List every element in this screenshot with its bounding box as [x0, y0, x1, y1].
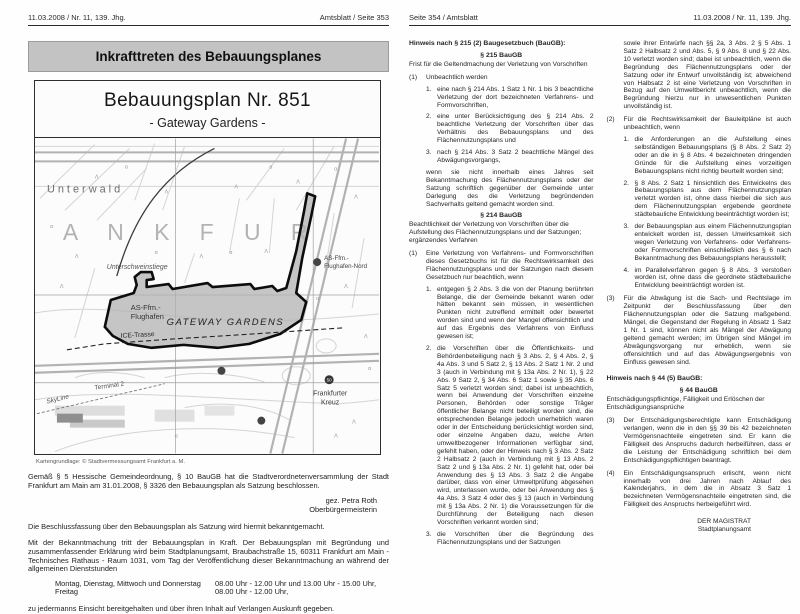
header-page-number: Amtsblatt / Seite 353: [319, 13, 389, 22]
svg-text:Λ: Λ: [296, 179, 300, 186]
list-item: 3. der Bebauungsplan aus einem Flächennutzungsplan entwickelt worden ist, dessen Unwirksamkeit sich wegen Verletzung von Verfahrens- oder Verfahrens- oder Formvorschriften einschließlich des § 6 nach Bekanntmachung des Bebauungsplans herausstellt;: [623, 223, 791, 262]
inspection-paragraph: Mit der Bekanntmachung tritt der Bebauungsplan in Kraft. Der Bebauungsplan mit Begründung und zusammenfassender Erklärung wird beim Stadtplanungsamt, Braubachstraße 15, 60311 Frankfurt am Main - Technisches Rathaus - Raum 1031, vom Tag der Veröffentlichung dieser Bekanntmachung an während der allgemeinen Dienststunden: [28, 538, 389, 574]
as-ffm-nord-label-line1: AS-Ffm.-: [324, 255, 349, 263]
paragraph-215-1: (1) Unbeachtlich werden: [409, 73, 488, 81]
svg-text:Λ: Λ: [364, 333, 368, 340]
hinweis-44-heading: Hinweis nach § 44 (5) BauGB:: [606, 375, 703, 383]
signature-title: Oberbürgermeisterin: [309, 504, 377, 514]
stadtplanungsamt-line: Stadtplanungsamt: [697, 526, 751, 534]
svg-text:Λ: Λ: [234, 184, 239, 191]
as-ffm-label-line1: AS-Ffm.-: [130, 302, 161, 312]
paragraph-214-2: (2) Für die Rechtswirksamkeit der Bauleitpläne ist auch unbeachtlich, wenn: [606, 116, 791, 132]
signature-name: gez. Petra Roth: [325, 496, 377, 506]
svg-text:ɑ: ɑ: [334, 166, 338, 173]
svg-text:Λ: Λ: [74, 254, 79, 261]
list-item: 4. im Parallelverfahren gegen § 8 Abs. 3 verstoßen worden ist, ohne dass die geordnete städtebauliche Entwicklung beeinträchtigt worden ist.: [623, 266, 791, 290]
ice-trasse-label: ICE-Trasse: [120, 331, 155, 340]
magistrat-signature: [607, 518, 792, 534]
airport-buildings: [55, 406, 234, 428]
paragraph-214-1: (1) Eine Verletzung von Verfahrens- und Formvorschriften dieses Gesetzbuchs ist für die Rechtswirksamkeit des Flächennutzungsplans und der Satzungen nach diesem Gesetzbuch nur beachtlich, wenn: [409, 250, 594, 281]
paragraph-44-4: (4) Ein Entschädigungsanspruch erlischt, wenn nicht innerhalb von drei Jahren nach Ablauf des Kalenderjahrs, in dem die in Absatz 3 Satz 1 bezeichneten Vermögensnachteile eingetreten sind, die Fälligkeit des Anspruchs herbeigeführt wird.: [606, 469, 791, 509]
svg-text:ɑ: ɑ: [124, 164, 128, 171]
page-header: [409, 0, 791, 26]
legal-column-2: [607, 40, 792, 547]
svg-text:ɑ: ɑ: [368, 365, 372, 372]
svg-text:Λ: Λ: [334, 433, 338, 440]
svg-text:ɑ: ɑ: [174, 433, 178, 440]
svg-text:ɑ: ɑ: [316, 295, 320, 302]
list-item: 3. nach § 214 Abs. 3 Satz 2 beachtliche Mängel des Abwägungsvorgangs,: [426, 149, 594, 164]
law-subtitle-215: Frist für die Geltendmachung der Verletzung von Vorschriften: [409, 60, 588, 68]
list-item: 1. die Anforderungen an die Aufstellung eines selbständigen Bebauungsplans (§ 8 Abs. 2 Satz 2) oder an die in § 8 Abs. 4 bezeichneten dringenden Gründe für die Aufstellung eines vorzeitigen Bebauungsplans nicht richtig beurteilt worden sind;: [623, 135, 791, 175]
page-353: [28, 0, 389, 614]
as-ffm-nord-label-line2: Flughafen-Nord: [324, 263, 368, 271]
magistrat-line: DER MAGISTRAT: [697, 518, 751, 526]
map-figure: [34, 80, 381, 455]
terminal2-label: Terminal 2: [94, 380, 125, 392]
district-letters-label: A N K F U R: [62, 219, 320, 246]
as-ffm-label-line2: Flughafen: [130, 311, 164, 321]
resolution-paragraph: Gemäß § 5 Hessische Gemeindeordnung, § 10 BauGB hat die Stadtverordnetenversammlung der Stadt Frankfurt am Main am 31.01.2008, § 3326 den Bebauungsplan als Satzung beschlossen.: [28, 472, 389, 490]
opening-hours-days: Freitag: [55, 587, 79, 597]
gateway-gardens-label: GATEWAY GARDENS: [166, 316, 285, 328]
page-header: [28, 0, 389, 26]
closing-paragraph: zu jedermanns Einsicht bereitgehalten und über ihren Inhalt auf Verlangen Auskunft gegeben.: [28, 603, 335, 613]
law-heading-44: § 44 BauGB: [679, 387, 718, 395]
law-subtitle-214: Beachtlichkeit der Verletzung von Vorschriften über die Aufstellung des Flächennutzungsplans und der Satzungen; ergänzendes Verfahren: [409, 221, 582, 245]
list-item: 2. die Vorschriften über die Öffentlichkeits- und Behördenbeteiligung nach § 3 Abs. 2, § 4 Abs. 2, § 4a Abs. 3 und 5 Satz 2, § 13 Abs. 2 Satz 1 Nr. 2 und 3 (auch in Verbindung mit § 13a Abs. 2 Nr. 1), § 22 Abs. 9 Satz 2, § 34 Abs. 6 Satz 1 sowie § 35 Abs. 6 Satz 5 verletzt worden sind; dabei ist unbeachtlich, wenn bei Anwendung der Vorschriften einzelne Personen, Behörden oder sonstige Träger öffentlicher Belange nicht beteiligt worden sind, die entsprechenden Belange jedoch unerheblich waren oder in der Entscheidung berücksichtigt worden sind, oder einzelne Angaben dazu, welche Arten umweltbezogener Informationen verfügbar sind, gefehlt haben, oder der Hinweis nach § 3 Abs. 2 Satz 2 Halbsatz 2 (auch in Verbindung mit § 13 Abs. 2 Satz 2 und § 13a Abs. 2 Nr. 1) gefehlt hat, oder bei Anwendung des § 13 Abs. 3 Satz 2 die Angabe darüber, dass von einer Umweltprüfung abgesehen wird, unterlassen wurde, oder bei Anwendung des § 4a Abs. 3 Satz 4 oder des § 13 (auch in Verbindung mit § 13a Abs. 2 Nr. 1) die Voraussetzungen für die Durchführung der Beteiligung nach diesen Vorschriften verkannt worden sind;: [426, 345, 594, 526]
article-title-banner: Inkrafttreten des Bebauungsplanes: [28, 41, 389, 72]
svg-text:Λ: Λ: [352, 419, 356, 426]
announcement-paragraph: Die Beschlussfassung über den Bebauungsplan als Satzung wird hiermit bekanntgemacht.: [28, 521, 325, 531]
header-date: 11.03.2008 / Nr. 11, 139. Jhg.: [28, 13, 126, 22]
continuation-paragraph: wenn sie nicht innerhalb eines Jahres seit Bekanntmachung des Flächennutzungsplans oder der Satzung schriftlich gegenüber der Gemeinde unter Darlegung des die Verletzung begründenden Sachverhalts geltend gemacht worden sind.: [426, 168, 594, 208]
law-heading-214: § 214 BauGB: [480, 212, 523, 220]
opening-hours-times: 08.00 Uhr - 12.00 Uhr,: [215, 587, 289, 597]
list-item: 3. die Vorschriften über die Begründung des Flächennutzungsplans und der Satzungen: [426, 530, 594, 546]
paragraph-214-3: (3) Für die Abwägung ist die Sach- und Rechtslage im Zeitpunkt der Beschlussfassung über den Flächennutzungsplan oder die Satzung maßgebend. Mängel, die Gegenstand der Regelung in Absatz 1 Satz 1 Nr. 1 sind, können nicht als Mängel der Abwägung geltend gemacht werden; im Übrigen sind Mängel im Abwägungsvorgang nur erheblich, wenn sie offensichtlich und auf das Abwägungsergebnis von Einfluss gewesen sind.: [606, 295, 791, 366]
opening-hours-times: 08.00 Uhr - 12.00 Uhr und 13.00 Uhr - 15.00 Uhr,: [215, 578, 377, 588]
svg-text:ɑ: ɑ: [229, 250, 233, 257]
svg-text:Λ: Λ: [354, 194, 358, 201]
svg-text:Λ: Λ: [199, 254, 204, 261]
map-credit: Kartengrundlage: © Stadtvermessungsamt Frankfurt a. M.: [36, 459, 185, 465]
page-354: [409, 0, 791, 547]
list-item: 2. § 8 Abs. 2 Satz 1 hinsichtlich des Entwickelns des Bebauungsplans aus dem Flächennutzungsplan verletzt worden ist, ohne dass hierbei die sich aus dem Flächennutzungsplan ergebende geordnete städtebauliche Entwicklung beeinträchtigt worden ist;: [623, 179, 791, 219]
junction-number-label: 50: [326, 377, 332, 383]
svg-text:Λ: Λ: [94, 174, 99, 181]
header-page-number: Seite 354 / Amtsblatt: [409, 13, 478, 22]
list-item: 2. eine unter Berücksichtigung des § 214 Abs. 2 beachtliche Verletzung der Vorschriften über das Verhältnis des Bebauungsplans und des Flächennutzungsplans und: [426, 113, 594, 145]
continuation-paragraph: sowie ihrer Entwürfe nach §§ 2a, 3 Abs. 2 § 5 Abs. 1 Satz 2 Halbsatz 2 und Abs. 5, § 9 Abs. 8 und § 22 Abs. 10 verletzt worden sind; dabei ist unbeachtlich, wenn die Begründung des Flächennutzungsplans oder der Satzung oder ihr Entwurf unvollständig ist; abweichend von Halbsatz 2 ist eine Verletzung von Vorschriften in Bezug auf den Umweltbericht unbeachtlich, wenn die Begründung hierzu nur in unwesentlichen Punkten unvollständig ist.: [623, 40, 791, 111]
svg-text:ɑ: ɑ: [269, 164, 273, 171]
unterwald-label: Unterwald: [46, 183, 124, 196]
unterschweinstiege-label: Unterschweinstiege: [106, 264, 168, 272]
law-heading-215: § 215 BauGB: [480, 52, 523, 59]
opening-hours: [28, 580, 389, 597]
frankfurter-kreuz-label-line2: Kreuz: [321, 399, 340, 407]
skyline-label: SkyLine: [45, 393, 70, 406]
map-title: Bebauungsplan Nr. 851: [104, 90, 311, 111]
site-plan-map: [35, 138, 379, 454]
svg-text:ɑ: ɑ: [154, 250, 158, 257]
svg-text:Λ: Λ: [344, 284, 348, 291]
paragraph-44-3: (3) Der Entschädigungsberechtigte kann Entschädigung verlangen, wenn die in den §§ 39 bis 42 bezeichneten Vermögensnachteile eingetreten sind. Er kann die Fälligkeit des Anspruchs dadurch herbeiführen, dass er die Leistung der Entschädigung schriftlich bei dem Entschädigungspflichtigen beantragt.: [606, 417, 791, 464]
map-subtitle: - Gateway Gardens -: [149, 116, 266, 130]
frankfurter-kreuz-label-line1: Frankfurter: [313, 390, 348, 398]
svg-text:Λ: Λ: [264, 249, 268, 256]
legal-text-columns: [409, 40, 791, 547]
svg-text:Λ: Λ: [59, 284, 64, 291]
legal-column-1: [409, 40, 594, 547]
hinweis-215-heading: Hinweis nach § 215 (2) Baugesetzbuch (BauGB):: [409, 40, 566, 47]
list-item: 1. entgegen § 2 Abs. 3 die von der Planung berührten Belange, die der Gemeinde bekannt waren oder hätten bekannt sein müssen, in wesentlichen Punkten nicht zutreffend ermittelt oder bewertet worden sind und wenn der Mangel offensichtlich und auf das Ergebnis des Verfahrens von Einfluss gewesen ist;: [426, 285, 594, 341]
svg-text:ɑ: ɑ: [49, 224, 54, 231]
map-title-block: [35, 81, 380, 138]
header-date: 11.03.2008 / Nr. 11, 139. Jhg.: [693, 13, 791, 22]
list-item: 1. eine nach § 214 Abs. 1 Satz 1 Nr. 1 bis 3 beachtliche Verletzung der dort bezeichneten Verfahrens- und Formvorschriften,: [426, 85, 594, 109]
law-subtitle-44: Entschädigungspflichtige, Fälligkeit und Erlöschen der Entschädigungsansprüche: [606, 396, 765, 412]
signature-block: [28, 497, 389, 515]
svg-text:Λ: Λ: [164, 189, 169, 196]
opening-hours-days: Montag, Dienstag, Mittwoch und Donnerstag: [55, 578, 201, 588]
